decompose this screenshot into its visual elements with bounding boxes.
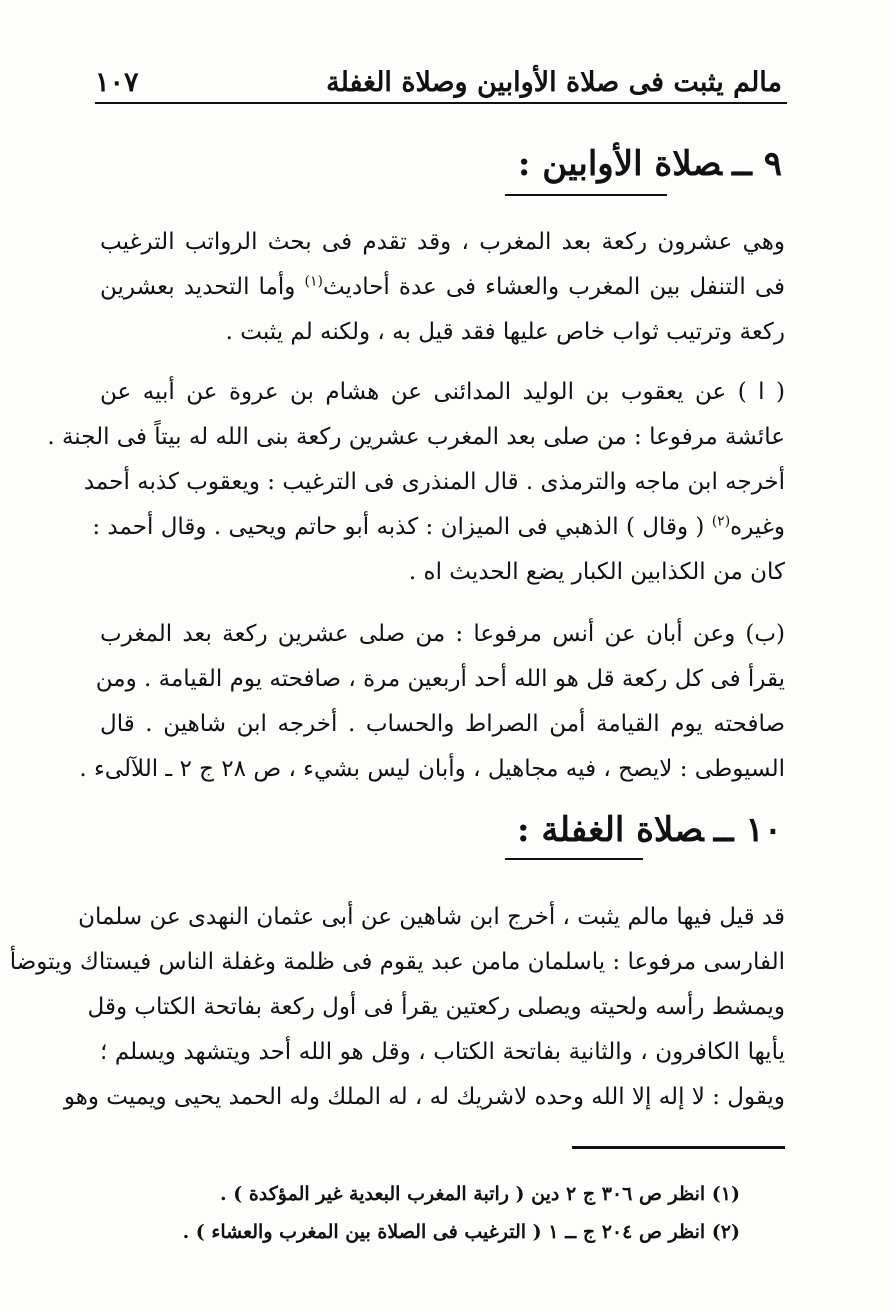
text-line: ( ا ) عن يعقوب بن الوليد المدائنى عن هشام بن عروة عن أبيه عن <box>100 379 785 405</box>
text-line: قد قيل فيها مالم يثبت ، أخرج ابن شاهين عن أبى عثمان النهدى عن سلمان <box>78 904 785 930</box>
paragraph-ghafla <box>9 895 785 1120</box>
text-line: (ب) وعن أبان عن أنس مرفوعا : من صلى عشرين ركعة بعد المغرب <box>100 621 785 647</box>
paragraph-intro <box>100 220 785 355</box>
heading-underline <box>505 858 643 860</box>
text-line: وغيره$^{(٢)}$ ( وقال ) الذهبي فى الميزان : كذبه أبو حاتم ويحيى . وقال أحمد : <box>92 513 785 540</box>
text-line: الفارسى مرفوعا : ياسلمان مامن عبد يقوم فى ظلمة وغفلة الناس فيستاك ويتوضأ <box>9 949 785 975</box>
footnote-ref: (١) <box>304 273 323 290</box>
section-number: ٩ ــ <box>731 144 782 184</box>
header-rule <box>95 102 787 104</box>
paragraph-hadith-a <box>47 370 785 595</box>
text-line: ويمشط رأسه ولحيته ويصلى ركعتين يقرأ فى أول ركعة بفاتحة الكتاب وقل <box>87 994 785 1020</box>
heading-underline <box>505 194 667 196</box>
section-heading-awwabin <box>518 142 782 186</box>
footnote-rule <box>572 1146 785 1149</box>
page-number: ١٠٧ <box>95 67 139 98</box>
text-line: يقرأ فى كل ركعة قل هو الله أحد أربعين مرة ، صافحته يوم القيامة . ومن <box>95 666 785 692</box>
footnote-2: (٢) انظر ص ٢٠٤ ج ــ ١ ( الترغيب فى الصلاة بين المغرب والعشاء ) . <box>182 1221 740 1243</box>
footnote-1: (١) انظر ص ٣٠٦ ج ٢ دين ( راتبة المغرب البعدية غير المؤكدة ) . <box>219 1183 740 1205</box>
paragraph-hadith-b <box>79 612 785 792</box>
text-line: أخرجه ابن ماجه والترمذى . قال المنذرى فى الترغيب : ويعقوب كذبه أحمد <box>83 469 785 495</box>
section-title: صلاة الغفلة : <box>517 810 704 850</box>
section-title: صلاة الأوابين : <box>517 144 722 184</box>
footnote-ref: (٢) <box>711 513 731 530</box>
text-line: يأيها الكافرون ، والثانية بفاتحة الكتاب ، وقل هو الله أحد ويتشهد ويسلم ؛ <box>100 1039 785 1065</box>
section-heading-ghafla <box>517 808 782 852</box>
text-line: وهي عشرون ركعة بعد المغرب ، وقد تقدم فى بحث الرواتب الترغيب <box>100 229 785 255</box>
running-header <box>95 54 782 98</box>
text-line: صافحته يوم القيامة أمن الصراط والحساب . أخرجه ابن شاهين . قال <box>100 711 785 737</box>
running-title: مالم يثبت فى صلاة الأوابين وصلاة الغفلة <box>326 67 782 98</box>
text-line: فى التنفل بين المغرب والعشاء فى عدة أحاديث$^{(١)}$ وأما التحديد بعشرين <box>100 273 785 300</box>
text-line: ركعة وترتيب ثواب خاص عليها فقد قيل به ، ولكنه لم يثبت . <box>225 319 785 345</box>
text-line: كان من الكذابين الكبار يضع الحديث اه . <box>408 559 785 585</box>
section-number: ١٠ ــ <box>713 810 782 850</box>
text-line: ويقول : لا إله إلا الله وحده لاشريك له ، له الملك وله الحمد يحيى ويميت وهو <box>63 1084 785 1110</box>
text-line: السيوطى : لايصح ، فيه مجاهيل ، وأبان ليس بشيء ، ص ٢٨ ج ٢ ـ اللآلىء . <box>79 756 785 782</box>
text-line: عائشة مرفوعا : من صلى بعد المغرب عشرين ركعة بنى الله له بيتاً فى الجنة . <box>47 424 785 450</box>
footnotes <box>183 1175 740 1251</box>
